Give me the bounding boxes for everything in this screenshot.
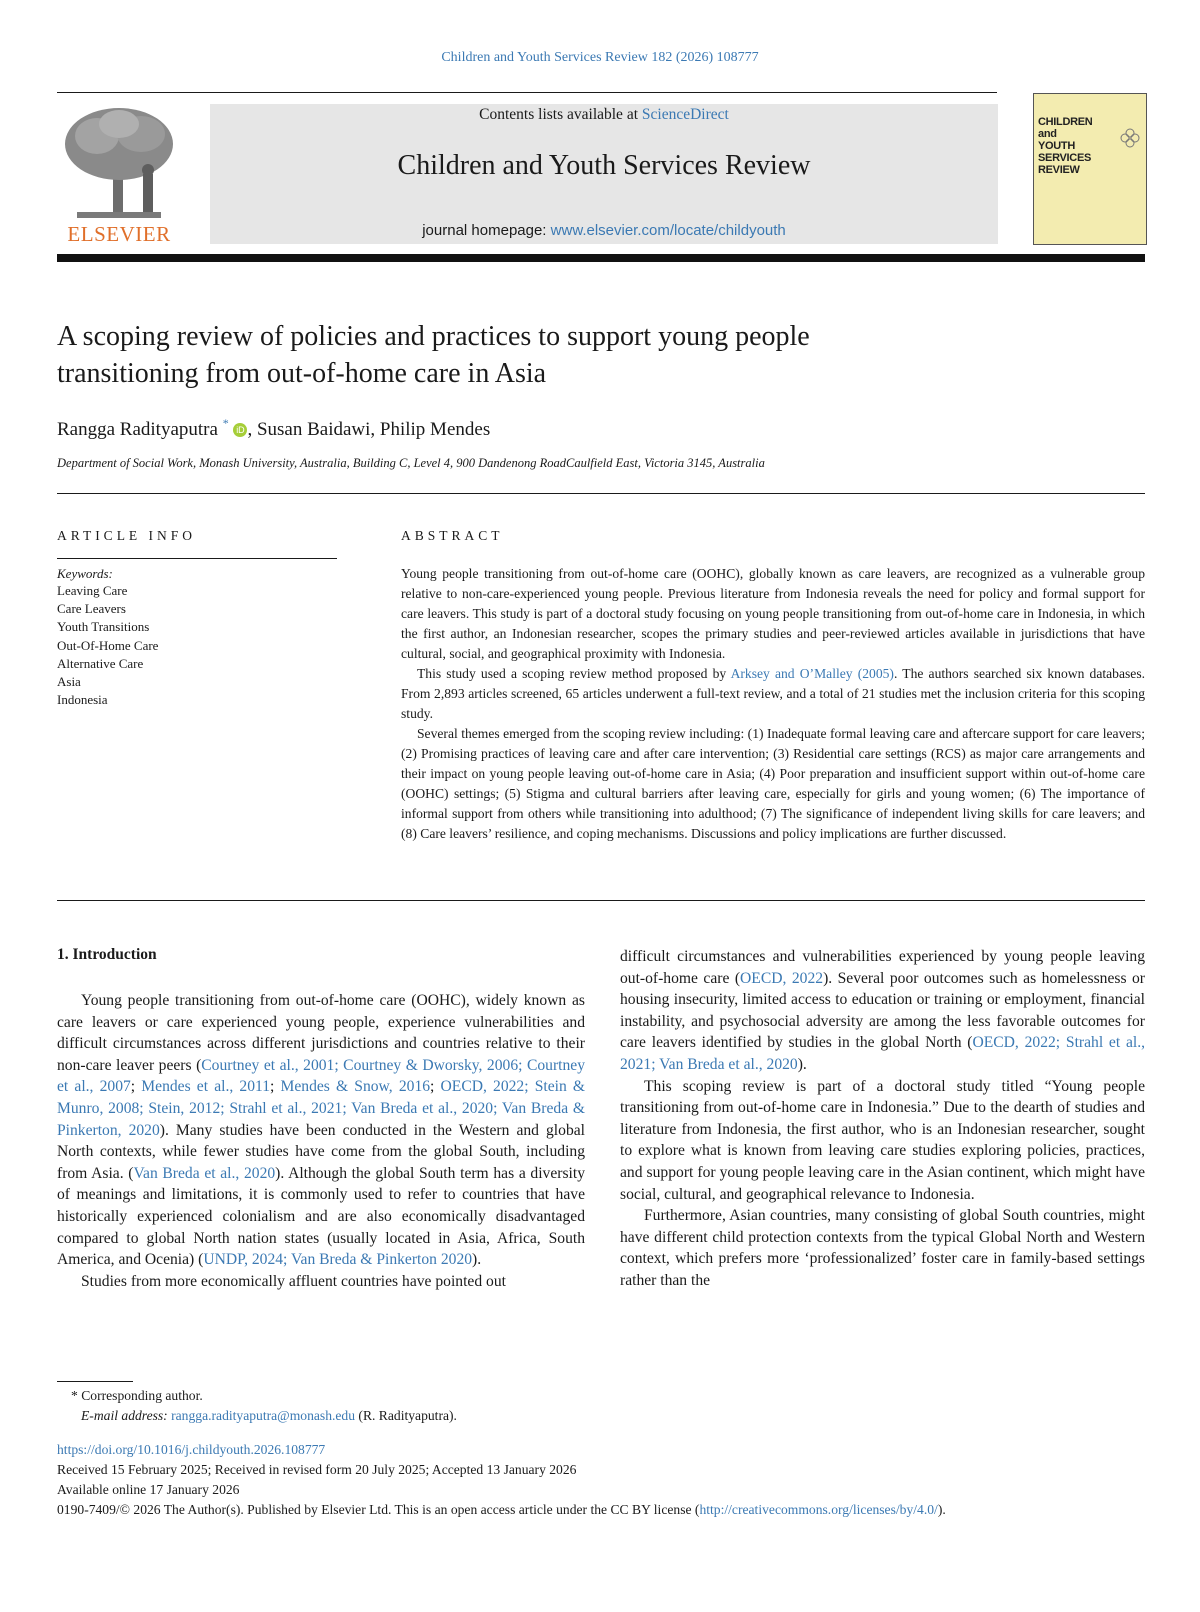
keyword: Care Leavers (57, 601, 126, 617)
keywords-block (57, 566, 337, 709)
abstract-heading: ABSTRACT (401, 528, 504, 543)
available-online: Available online 17 January 2026 (57, 1482, 240, 1497)
cover-title-line: CHILDREN (1038, 116, 1093, 128)
doi-link[interactable]: https://doi.org/10.1016/j.childyouth.2026.108777 (57, 1442, 326, 1457)
abstract-paragraph: Several themes emerged from the scoping review including: (1) Inadequate formal leaving care and aftercare support for care leavers; (2) Promising practices of leaving care and after care intervention; (3) Residential care settings (RCS) as major care arrangements and their impact on young people leaving out-of-home care in Asia; (4) Poor preparation and insufficient support within out-of-home care (OOHC) settings; (5) Stigma and cultural barriers after leaving care, especially for girls and young women; (6) The importance of informal support from others while transitioning into adulthood; (7) The significance of independent living skills for care leavers; and (8) Care leavers’ resilience, and coping mechanisms. Discussions and policy implications are further discussed. (401, 726, 1145, 841)
cover-title-line: YOUTH (1038, 140, 1076, 152)
keyword: Out-Of-Home Care (57, 637, 159, 653)
info-top-rule (57, 493, 1145, 494)
orcid-icon[interactable]: iD (233, 423, 247, 437)
body-paragraph: Furthermore, Asian countries, many consisting of global South countries, might have different child protection contexts from the typical Global North and Western context, which prefers more ‘professionalized’ foster care in family-based settings rather than the (620, 1207, 1145, 1289)
abstract-body (401, 564, 1145, 844)
abstract-bottom-rule (57, 900, 1145, 901)
cover-title-line: SERVICES (1038, 152, 1092, 164)
homepage-link[interactable]: www.elsevier.com/locate/childyouth (550, 222, 786, 239)
body-left-column (57, 990, 585, 1292)
body-text: ). (472, 1251, 482, 1269)
body-paragraph: This scoping review is part of a doctoral study titled “Young people transitioning from out-of-home care in Indonesia.” Due to the dearth of studies and literature from Indonesia, the first author, who is an Indonesian researcher, sought to explore what is known from leaving care studies exploring policies, practices, and support for young people leaving care in the Asian continent, which might have social, cultural, and geographical relevance to Indonesia. (620, 1077, 1145, 1203)
journal-citation[interactable]: Children and Youth Services Review 182 (2026) 108777 (441, 50, 759, 65)
citation-link[interactable]: UNDP, 2024; Van Breda & Pinkerton 2020 (203, 1251, 473, 1269)
body-text: ). Although the global South term has a diversity of meanings and limitations, it is commonly used to refer to countries that have historically experienced colonialism and are also economically disadvantaged compared to global North nation states (usually located in Asia, Africa, South America, and Ocenia) ( (57, 1164, 585, 1269)
body-text: difficult circumstances and vulnerabilities experienced by young people leaving out-of-home care ( (620, 948, 1145, 987)
keyword: Indonesia (57, 692, 108, 708)
footnotes (57, 1386, 1145, 1426)
journal-title: Children and Youth Services Review (397, 150, 811, 181)
header-bottom-rule (57, 254, 1145, 262)
author-name: Rangga Radityaputra (57, 419, 218, 440)
journal-homepage (210, 222, 998, 239)
body-text: ). Many studies have been conducted in the Western and global North contexts, while fewer studies have come from the global South, including from Asia. ( (57, 1121, 585, 1182)
flower-icon (1120, 128, 1140, 148)
body-right-column (620, 946, 1145, 1292)
received-dates: Received 15 February 2025; Received in revised form 20 July 2025; Accepted 13 January 2026 (57, 1462, 577, 1477)
body-text: ; (130, 1078, 142, 1096)
license-text: 0190-7409/© 2026 The Author(s). Published by Elsevier Ltd. This is an open access article under the CC BY license ( (57, 1502, 700, 1517)
article-info-heading: ARTICLE INFO (57, 528, 197, 543)
citation-link[interactable]: OECD, 2022; Stein & Munro, 2008; Stein, 2012; Strahl et al., 2021; Van Breda et al., 2020; Van Breda & Pinkerton, 2020 (57, 1078, 586, 1139)
section-heading: 1. Introduction (57, 946, 157, 963)
abstract-paragraph: Young people transitioning from out-of-home care (OOHC), globally known as care leavers, are recognized as a vulnerable group relative to non-care-experienced young people. Previous literature from Indonesia reveals the need for policy and formal support for care leavers. This study is part of a doctoral study focusing on young people transitioning from out-of-home care in Indonesia, in which the first author, an Indonesian researcher, scopes the primary studies and peer-reviewed articles available in jurisdictions that have cultural, social, and geographical proximity with Indonesia. (401, 566, 1145, 661)
body-text: ). Several poor outcomes such as homelessness or housing insecurity, limited access to education or training or employment, financial instability, and psychosocial adversity are among the less favorable outcomes for care leavers identified by studies in the global North ( (620, 969, 1145, 1052)
license-text: ). (937, 1502, 946, 1517)
keyword: Youth Transitions (57, 619, 150, 635)
elsevier-tree-logo (57, 104, 181, 222)
body-paragraph (620, 946, 1145, 1076)
article-title: A scoping review of policies and practices to support young people transitioning from out-of-home care in Asia (57, 321, 810, 389)
article-info-rule (57, 558, 337, 559)
citation-link[interactable]: Van Breda et al., 2020 (133, 1164, 276, 1182)
email-label: E-mail address: (81, 1408, 168, 1423)
cover-title-line: and (1038, 128, 1057, 140)
contents-prefix: Contents lists available at (479, 106, 642, 123)
header-top-rule (57, 92, 997, 93)
author-list (57, 416, 490, 441)
body-text: ). (797, 1055, 807, 1073)
cover-title (1038, 116, 1092, 176)
email-link[interactable]: rangga.radityaputra@monash.edu (171, 1408, 356, 1423)
keyword: Leaving Care (57, 583, 128, 598)
license-line (57, 1500, 1145, 1520)
journal-cover-thumbnail[interactable] (1033, 93, 1147, 245)
citation-link[interactable]: OECD, 2022; Strahl et al., 2021; Van Breda et al., 2020 (620, 1034, 1146, 1073)
citation-link[interactable]: Mendes & Snow, 2016 (280, 1078, 431, 1096)
body-paragraph (57, 990, 585, 1271)
citation-link[interactable]: Mendes et al., 2011 (141, 1078, 271, 1096)
body-text: Young people transitioning from out-of-home care (OOHC), widely known as care leavers or care experienced young people, experience vulnerabilities and difficult circumstances across different jurisdictions and countries relative to their non-care leaver peers ( (57, 992, 585, 1074)
license-link[interactable]: http://creativecommons.org/licenses/by/4.0/ (699, 1502, 938, 1517)
cover-title-line: REVIEW (1038, 164, 1080, 176)
sciencedirect-link[interactable]: ScienceDirect (641, 106, 729, 123)
keyword: Alternative Care (57, 655, 144, 671)
other-authors: , Susan Baidawi, Philip Mendes (247, 419, 491, 440)
contents-available (210, 106, 998, 124)
email-note (57, 1406, 1145, 1426)
footnote-mark: * (71, 1388, 78, 1403)
footnote-text: Corresponding author. (81, 1388, 203, 1403)
homepage-prefix: journal homepage: (422, 222, 551, 239)
citation-link[interactable]: OECD, 2022 (740, 969, 824, 987)
corresponding-author-mark[interactable]: * (222, 416, 229, 430)
citation-link[interactable]: Arksey and O’Malley (2005) (730, 666, 894, 681)
body-text: ; (270, 1078, 281, 1096)
body-text: ; (430, 1078, 441, 1096)
abstract-text: This study used a scoping review method proposed by (417, 666, 731, 681)
affiliation: Department of Social Work, Monash University, Australia, Building C, Level 4, 900 Dandenong RoadCaulfield East, Victoria 3145, Australia (57, 456, 765, 470)
footnote-rule (57, 1381, 133, 1382)
body-paragraph: Studies from more economically affluent countries have pointed out (81, 1272, 506, 1290)
corresponding-author-note (57, 1386, 1145, 1406)
abstract-paragraph (401, 664, 1145, 724)
abstract-text: . The authors searched six known databases. From 2,893 articles screened, 65 articles underwent a full-text review, and a total of 21 studies met the inclusion criteria for this scoping study. (401, 666, 1146, 721)
citation-link[interactable]: Courtney et al., 2001; Courtney & Dworsky, 2006; Courtney et al., 2007 (57, 1056, 586, 1096)
keyword: Asia (57, 674, 81, 690)
keyword-list (57, 582, 337, 709)
email-suffix: (R. Radityaputra). (355, 1408, 457, 1423)
elsevier-wordmark: ELSEVIER (67, 222, 171, 246)
publication-info (57, 1440, 1145, 1520)
keywords-label: Keywords: (57, 566, 113, 581)
